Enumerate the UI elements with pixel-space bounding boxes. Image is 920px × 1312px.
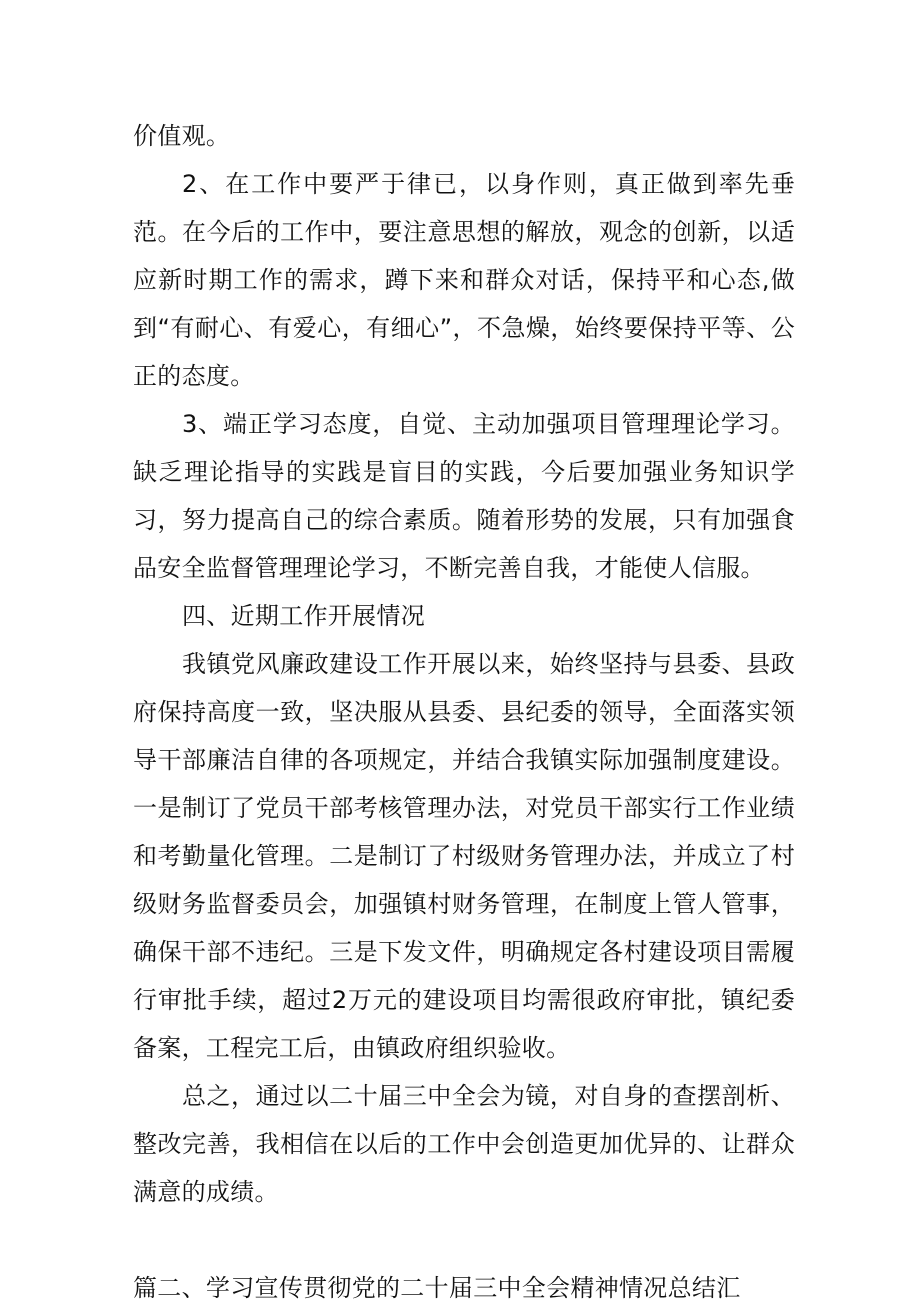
paragraph-item-2: 2、在工作中要严于律已，以身作则，真正做到率先垂范。在今后的工作中，要注意思想的解放，观念的创新，以适应新时期工作的需求，蹲下来和群众对话，保持平和心态,做到“有耐心、有爱心，有细心”，不急燥，始终要保持平等、公正的态度。 bbox=[133, 170, 795, 390]
chapter-title: 篇二、学习宣传贯彻党的二十届三中全会精神情况总结汇 bbox=[133, 1274, 741, 1302]
document-body bbox=[133, 112, 795, 1312]
paragraph-item-3: 3、端正学习态度，自觉、主动加强项目管理理论学习。缺乏理论指导的实践是盲目的实践，今后要加强业务知识学习，努力提高自己的综合素质。随着形势的发展，只有加强食品安全监督管理理论学习，不断完善自我，才能使人信服。 bbox=[133, 410, 795, 582]
paragraph-recent-work: 我镇党风廉政建设工作开展以来，始终坚持与县委、县政府保持高度一致，坚决服从县委、县纪委的领导，全面落实领导干部廉洁自律的各项规定，并结合我镇实际加强制度建设。一是制订了党员干部考核管理办法，对党员干部实行工作业绩和考勤量化管理。二是制订了村级财务管理办法，并成立了村级财务监督委员会，加强镇村财务管理，在制度上管人管事，确保干部不违纪。三是下发文件，明确规定各村建设项目需履行审批手续，超过2万元的建设项目均需很政府审批，镇纪委备案，工程完工后，由镇政府组织验收。 bbox=[133, 650, 795, 1062]
paragraph-conclusion: 总之，通过以二十届三中全会为镜，对自身的查摆剖析、整改完善，我相信在以后的工作中会创造更加优异的、让群众满意的成绩。 bbox=[133, 1082, 795, 1206]
paragraph-continuation: 价值观。 bbox=[133, 122, 231, 150]
section-heading-recent-work: 四、近期工作开展情况 bbox=[182, 602, 425, 630]
